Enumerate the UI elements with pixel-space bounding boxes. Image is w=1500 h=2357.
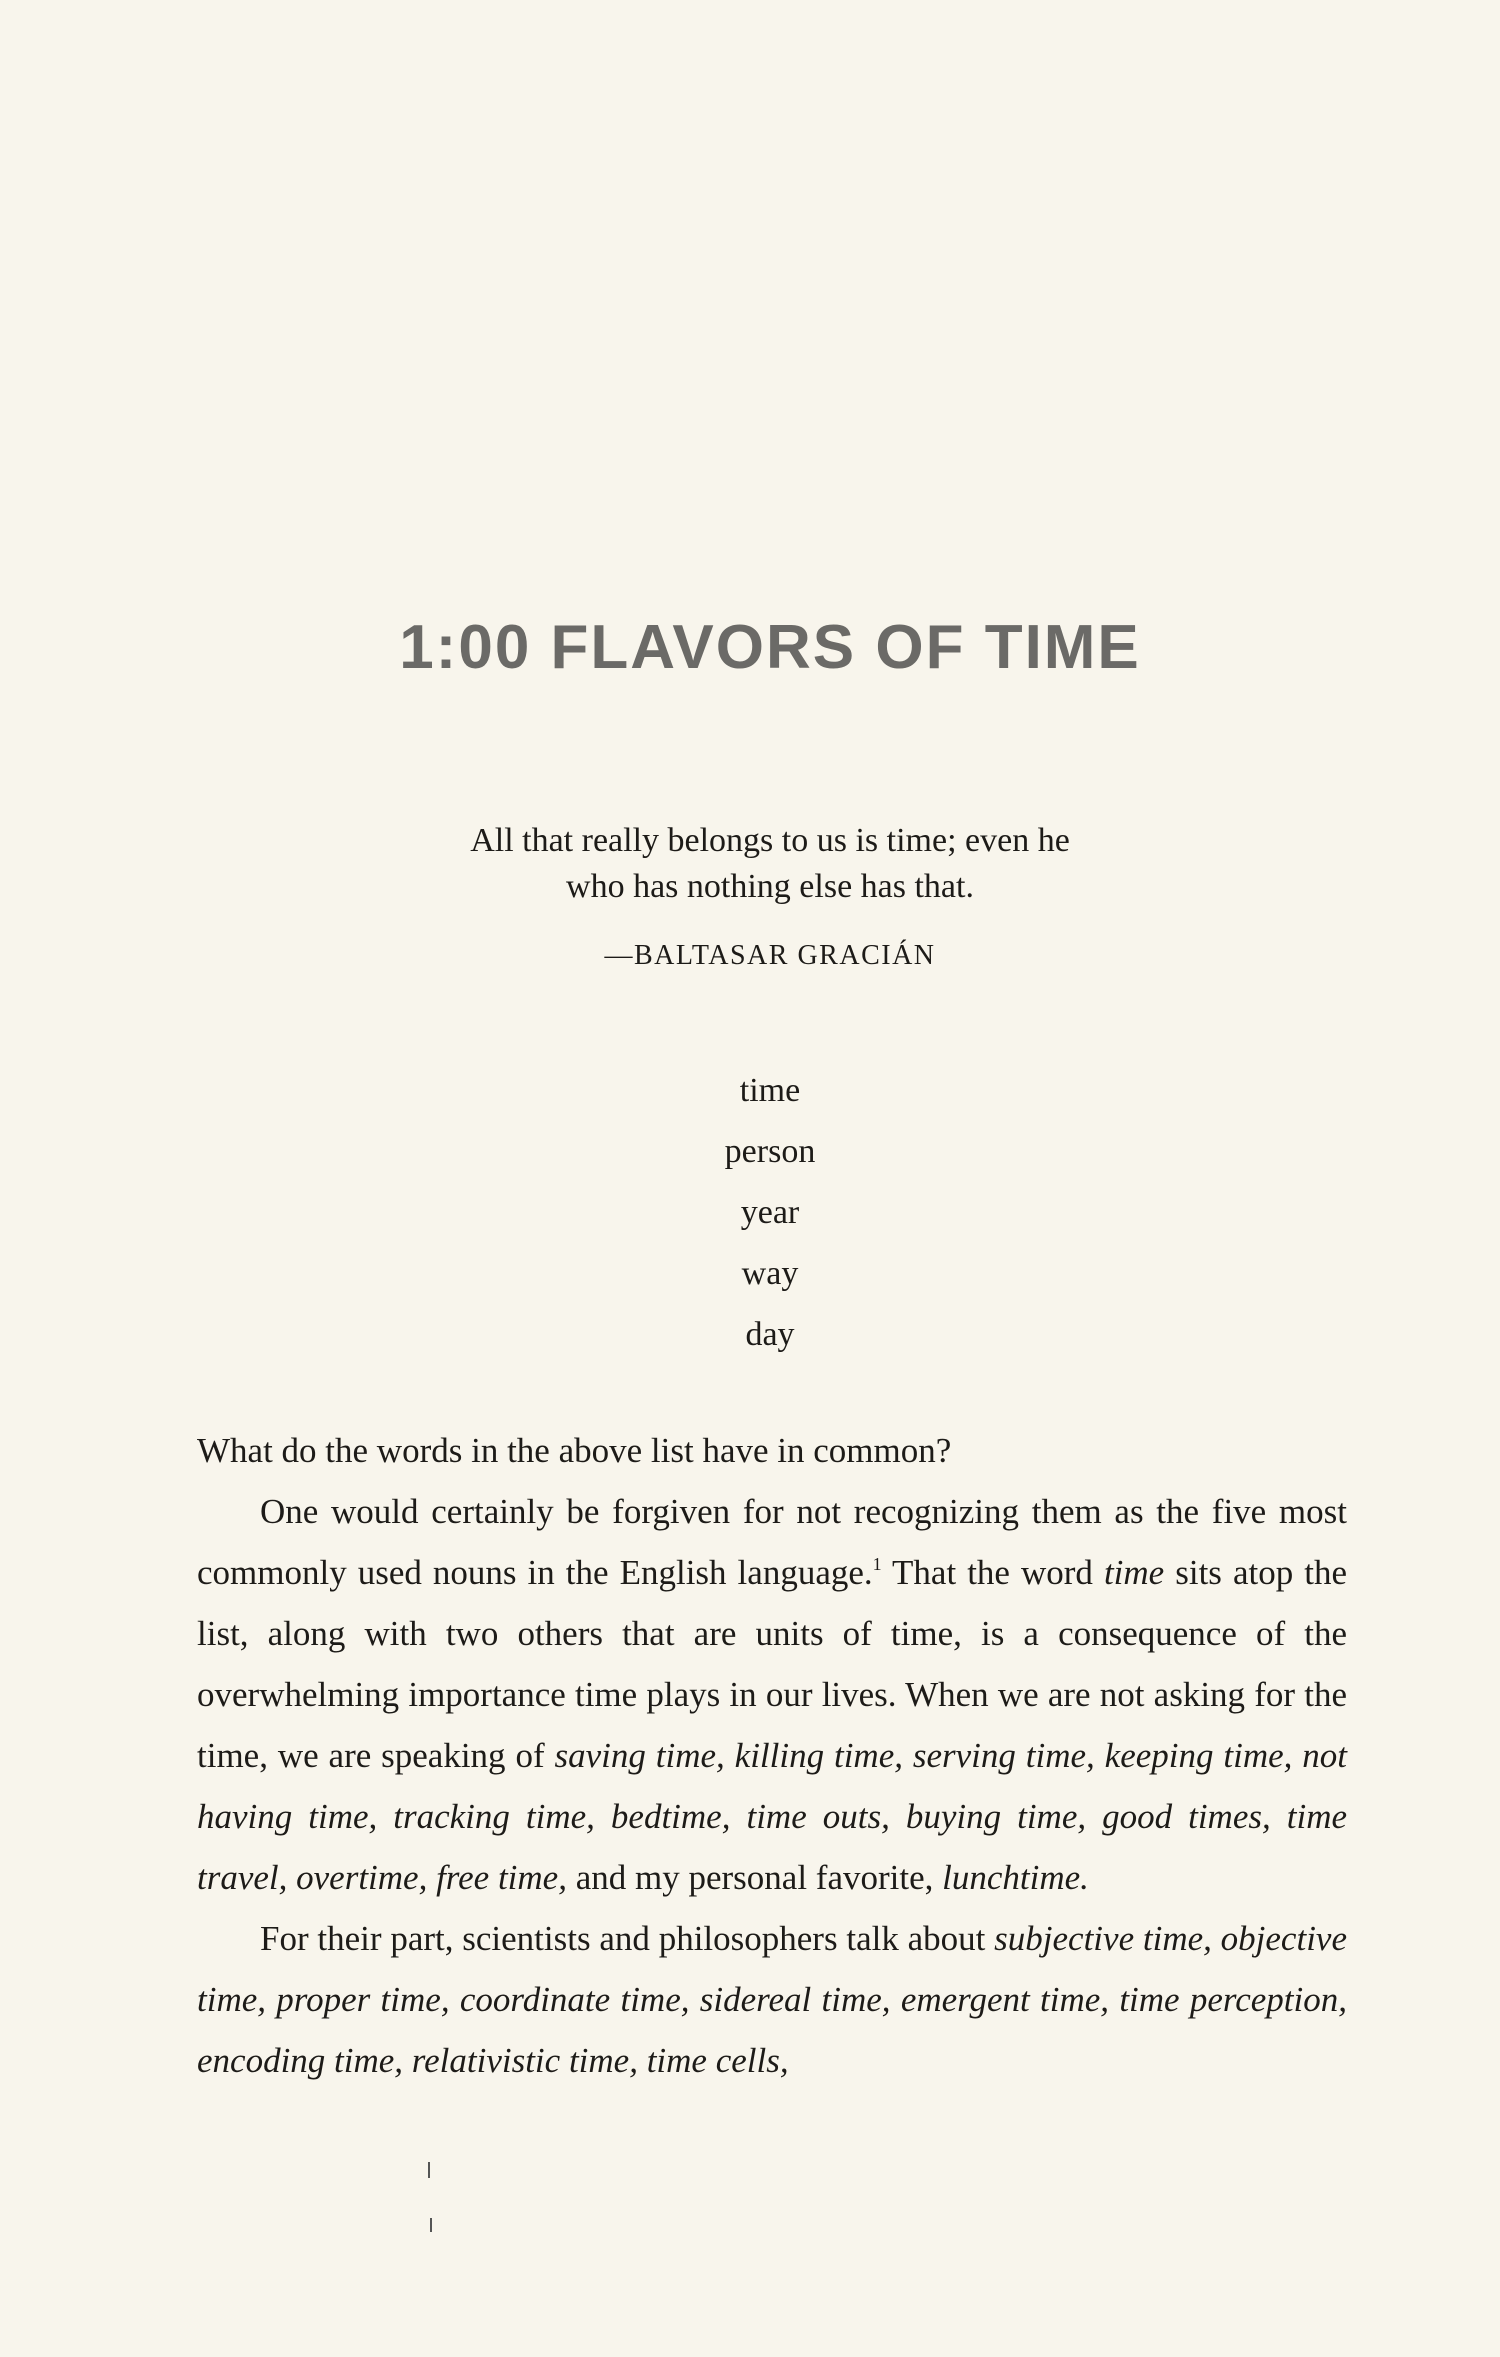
chapter-title: 1:00 FLAVORS OF TIME <box>399 613 1141 682</box>
paragraph-2-italic-2: saving time, killing time, serving time, keeping time, not having time, tracking time, bedtime, time outs, buying time, good times, time travel, overtime, free time, <box>197 1736 1348 1897</box>
list-item: time <box>739 1072 801 1109</box>
paragraph-3 <box>197 1908 1347 2091</box>
scan-mark <box>428 2162 430 2178</box>
paragraph-2-italic-3: lunchtime. <box>942 1858 1089 1897</box>
epigraph-line-2: who has nothing else has that. <box>566 868 974 905</box>
paragraph-2-text-4: and my personal favorite, <box>566 1858 943 1897</box>
paragraph-2 <box>197 1481 1347 1908</box>
list-item: person <box>724 1133 816 1170</box>
paragraph-2-italic-1: time <box>1103 1553 1165 1592</box>
list-item: year <box>740 1194 800 1231</box>
paragraph-2-text-1: One would certainly be forgiven for not recognizing them as the five most commonly used nouns in the English language. <box>197 1492 1347 1592</box>
footnote-marker[interactable]: 1 <box>872 1554 882 1574</box>
epigraph-line-1: All that really belongs to us is time; even he <box>470 822 1070 859</box>
body-text <box>197 1420 1347 2091</box>
list-item: day <box>745 1316 795 1353</box>
paragraph-1: What do the words in the above list have in common? <box>197 1431 952 1470</box>
epigraph-attribution: —BALTASAR GRACIÁN <box>604 940 936 971</box>
paragraph-2-text-2: That the word <box>881 1553 1104 1592</box>
paragraph-2-text-3: sits atop the list, along with two others that are units of time, is a consequence of the overwhelming importance time plays in our lives. When we are not asking for the time, we are speaking of <box>197 1553 1347 1775</box>
paragraph-3-italic-1: subjective time, objective time, proper time, coordinate time, sidereal time, emergent time, time perception, encoding time, relativistic time, time cells, <box>197 1919 1347 2080</box>
paragraph-3-text-1: For their part, scientists and philosophers talk about <box>260 1919 995 1958</box>
scan-mark <box>430 2218 432 2232</box>
epigraph-quote <box>0 818 1500 910</box>
list-item: way <box>741 1255 799 1292</box>
noun-list <box>0 1060 1500 1365</box>
